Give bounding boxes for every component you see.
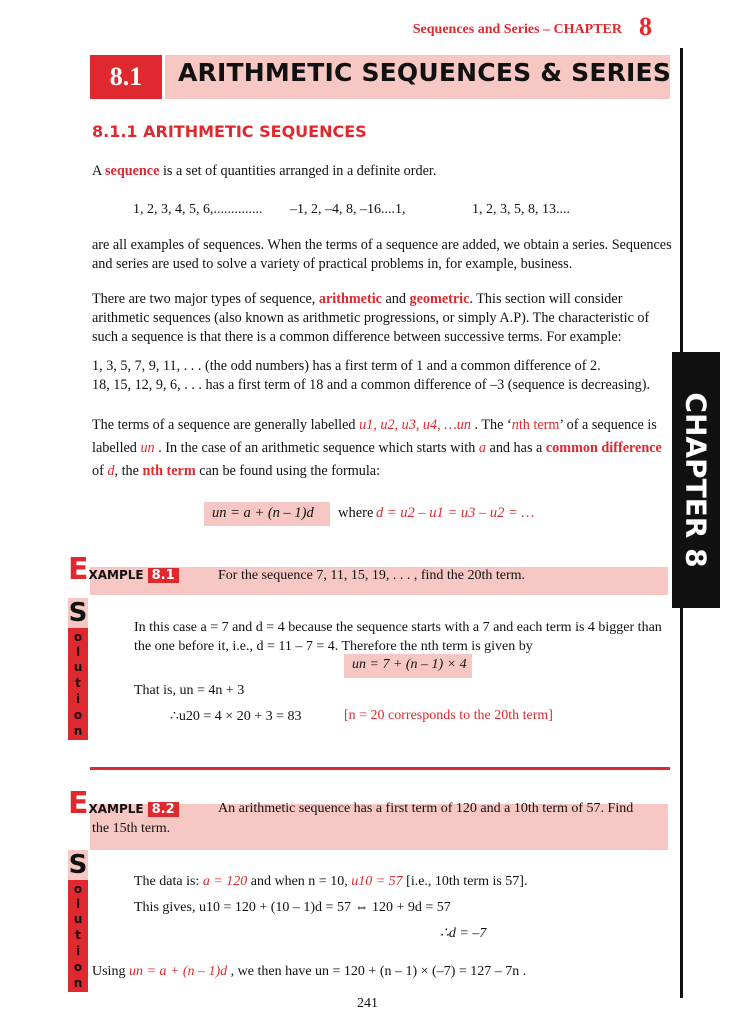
solution-8-2-line-1: The data is: a = 120 and when n = 10, u10 = 57 [i.e., 10th term is 57].	[134, 874, 528, 889]
running-head: Sequences and Series – CHAPTER	[412, 22, 622, 37]
solution-8-2-line-3: ∴d = –7	[440, 926, 487, 941]
sequence-example-1: 1, 2, 3, 4, 5, 6,..............	[133, 202, 263, 217]
solution-8-1-column: S o l u t i o n	[68, 598, 88, 738]
nth-term-formula: un = a + (n – 1)d	[212, 505, 314, 521]
example-line-odd-numbers: 1, 3, 5, 7, 9, 11, . . . (the odd numbers) has a first term of 1 and a common difference of 2.	[92, 358, 601, 374]
term-labels: u1, u2, u3, u4, …un	[359, 417, 471, 433]
page-number: 241	[357, 996, 378, 1011]
example-8-1-heading: EXAMPLE 8.1	[68, 552, 179, 587]
example-8-2-heading: EXAMPLE 8.2	[68, 786, 179, 821]
example-8-2-number: 8.2	[148, 802, 179, 817]
section-number: 8.1	[90, 55, 162, 99]
sequence-example-2: –1, 2, –4, 8, –16....1,	[290, 202, 406, 217]
subsection-title: 8.1.1 ARITHMETIC SEQUENCES	[92, 122, 367, 141]
solution-8-1-note: [n = 20 corresponds to the 20th term]	[344, 708, 553, 723]
solution-8-1-line-3: ∴u20 = 4 × 20 + 3 = 83	[170, 709, 302, 724]
solution-8-2-line-4: Using un = a + (n – 1)d , we then have un = 120 + (n – 1) × (–7) = 127 – 7n .	[92, 964, 527, 979]
example-8-1-question: For the sequence 7, 11, 15, 19, . . . , find the 20th term.	[218, 568, 526, 583]
example-8-2-question-line-2: the 15th term.	[92, 821, 171, 836]
running-head-chapter-number: 8	[639, 12, 652, 41]
geometric-term: geometric	[409, 291, 470, 307]
example-8-1-number: 8.1	[148, 568, 179, 583]
intro-paragraph-1: A sequence is a set of quantities arranged in a definite order.	[92, 163, 437, 179]
common-difference-formula: d = u2 – u1 = u3 – u2 = …	[376, 505, 535, 521]
intro-paragraph-2: are all examples of sequences. When the terms of a sequence are added, we obtain a series. Sequences and series are used to solve a variety of practical problems in, for example, business.	[92, 237, 672, 272]
solution-8-1-line-1: In this case a = 7 and d = 4 because the sequence starts with a 7 and each term is 4 bigger than the one before it, i.e., d = 11 – 7 = 4. Therefore the nth term is given by	[134, 620, 662, 654]
solution-8-2-line-2: This gives, u10 = 120 + (10 – 1)d = 57 ⇔ 120 + 9d = 57	[134, 900, 451, 915]
section-title: ARITHMETIC SEQUENCES & SERIES	[178, 58, 672, 87]
solution-8-1-formula: un = 7 + (n – 1) × 4	[352, 657, 467, 672]
intro-paragraph-4: The terms of a sequence are generally labelled u1, u2, u3, u4, …un . The ‘nth term’ of a sequence is labelled un . In the case of an arithmetic sequence which starts with a and has a common difference of d, the nth term can be found using the formula:	[92, 417, 662, 479]
intro-paragraph-3: There are two major types of sequence, arithmetic and geometric. This section will consider arithmetic sequences (also known as arithmetic progressions, or simply A.P). The characteristic of such a sequence is that there is a common difference between successive terms. For example:	[92, 291, 650, 345]
formula-where: where	[338, 505, 374, 521]
example-8-2-question-line-1: An arithmetic sequence has a first term of 120 and a 10th term of 57. Find	[218, 801, 634, 816]
chapter-side-tab-label: CHAPTER 8	[679, 392, 713, 568]
sequence-term: sequence	[105, 163, 160, 179]
chapter-side-tab	[672, 352, 720, 608]
section-divider	[90, 767, 670, 770]
solution-8-2-column: S o l u t i o n	[68, 850, 88, 990]
solution-8-1-line-2: That is, un = 4n + 3	[134, 683, 245, 698]
arithmetic-term: arithmetic	[318, 291, 382, 307]
sequence-example-3: 1, 2, 3, 5, 8, 13....	[472, 202, 570, 217]
example-line-decreasing: 18, 15, 12, 9, 6, . . . has a first term of 18 and a common difference of –3 (sequence is decreasing).	[92, 377, 651, 393]
